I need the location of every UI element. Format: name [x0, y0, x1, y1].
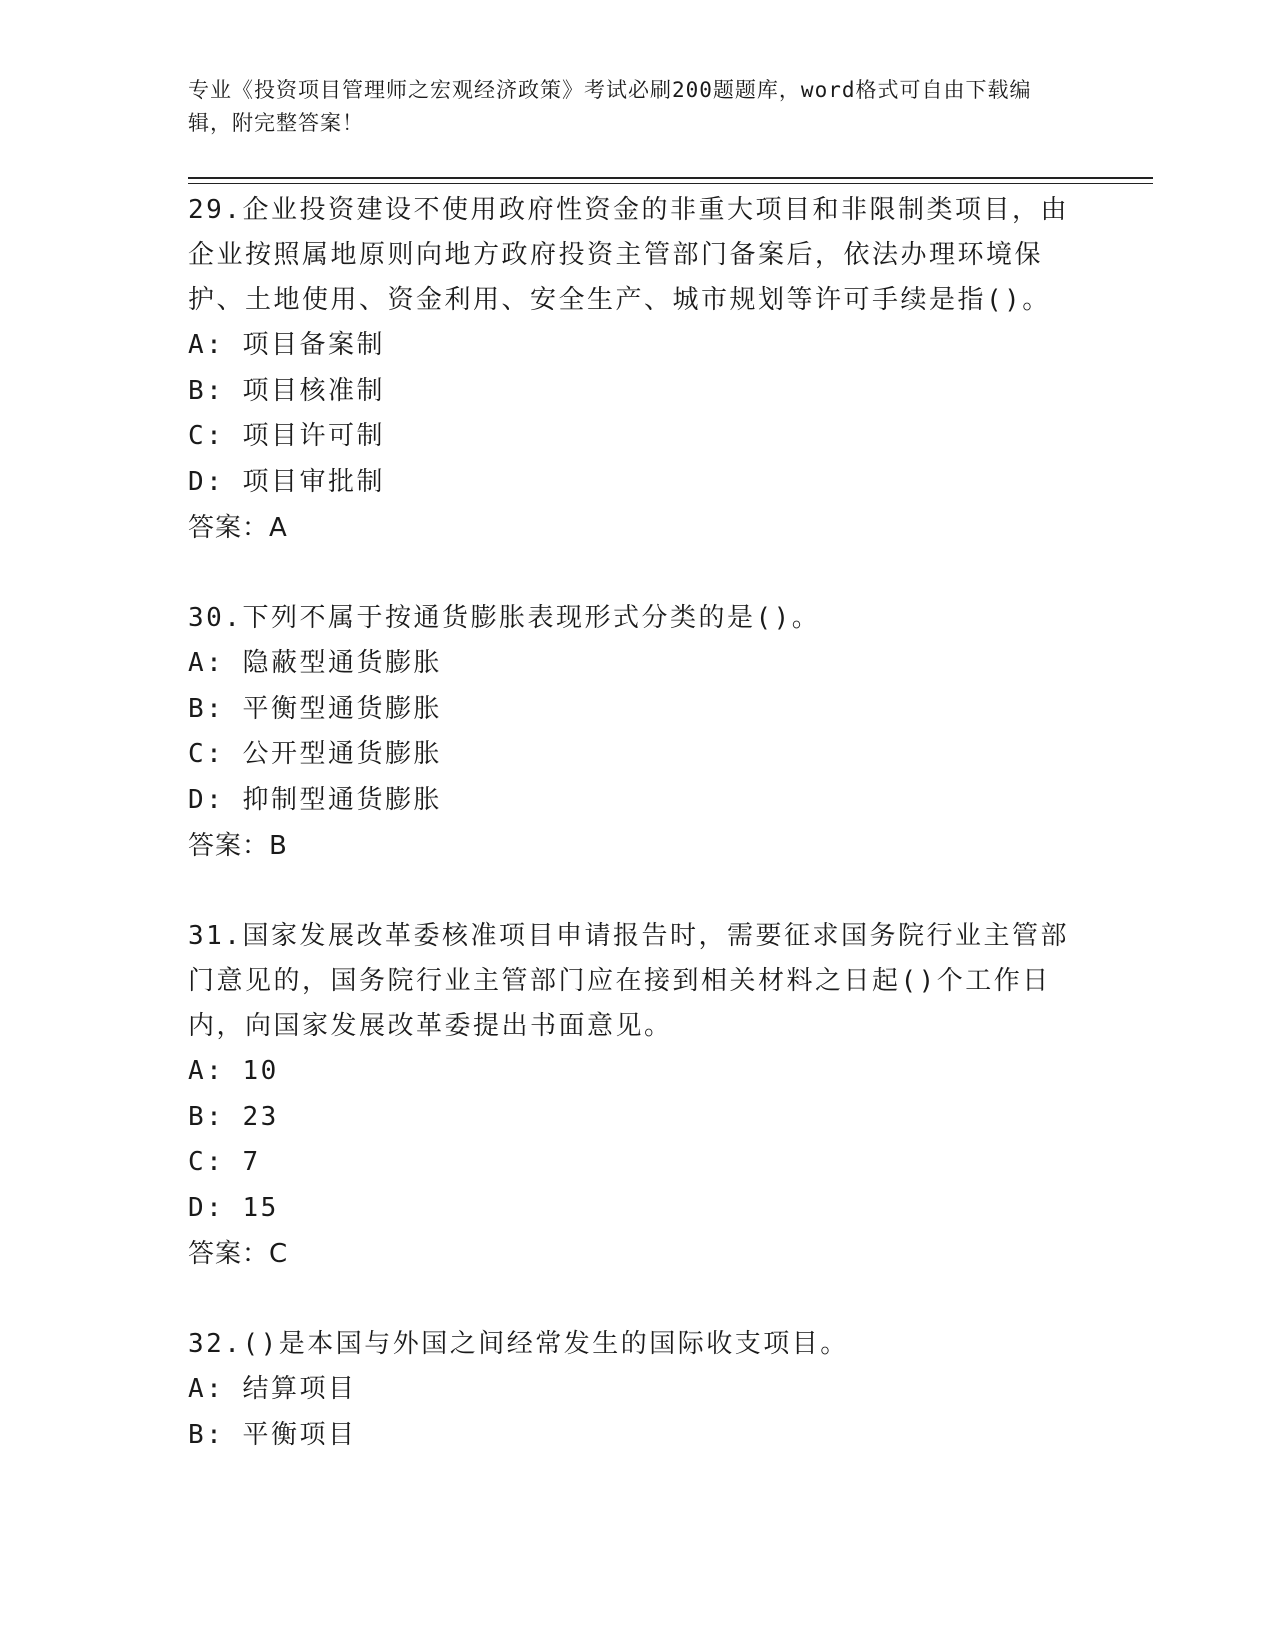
answer: 答案：A: [188, 513, 288, 543]
option-c: C: 7: [188, 1147, 261, 1177]
option-b: B: 23: [188, 1101, 279, 1132]
question-list: [188, 188, 1088, 1503]
option-b: B: 项目核准制: [188, 375, 385, 406]
option-a: A: 10: [188, 1056, 279, 1086]
document-header: 专业《投资项目管理师之宏观经济政策》考试必刷200题题库，word格式可自由下载编辑，附完整答案！: [188, 78, 1032, 135]
option-a: A: 项目备案制: [188, 330, 385, 360]
option-a: A: 隐蔽型通货膨胀: [188, 648, 442, 678]
option-b: B: 平衡型通货膨胀: [188, 693, 442, 724]
option-c: C: 项目许可制: [188, 421, 385, 451]
answer: 答案：C: [188, 1239, 289, 1269]
option-a: A: 结算项目: [188, 1374, 357, 1404]
answer: 答案：B: [188, 831, 288, 861]
question-31: [188, 914, 1088, 1277]
question-stem: 31.国家发展改革委核准项目申请报告时，需要征求国务院行业主管部门意见的，国务院行业主管部门应在接到相关材料之日起()个工作日内，向国家发展改革委提出书面意见。: [188, 921, 1069, 1041]
option-d: D: 抑制型通货膨胀: [188, 784, 442, 815]
question-stem: 29.企业投资建设不使用政府性资金的非重大项目和非限制类项目，由企业按照属地原则向地方政府投资主管部门备案后，依法办理环境保护、土地使用、资金利用、安全生产、城市规划等许可手续是指()。: [188, 195, 1069, 315]
question-32: [188, 1322, 1088, 1458]
option-d: D: 项目审批制: [188, 466, 385, 497]
option-d: D: 15: [188, 1192, 279, 1223]
header-divider-thick: [188, 177, 1153, 179]
question-stem: 32.()是本国与外国之间经常发生的国际收支项目。: [188, 1329, 849, 1359]
option-b: B: 平衡项目: [188, 1419, 357, 1450]
header-divider-thin: [188, 183, 1153, 184]
option-c: C: 公开型通货膨胀: [188, 739, 442, 769]
question-30: [188, 596, 1088, 869]
question-29: [188, 188, 1088, 551]
question-stem: 30.下列不属于按通货膨胀表现形式分类的是()。: [188, 603, 821, 633]
